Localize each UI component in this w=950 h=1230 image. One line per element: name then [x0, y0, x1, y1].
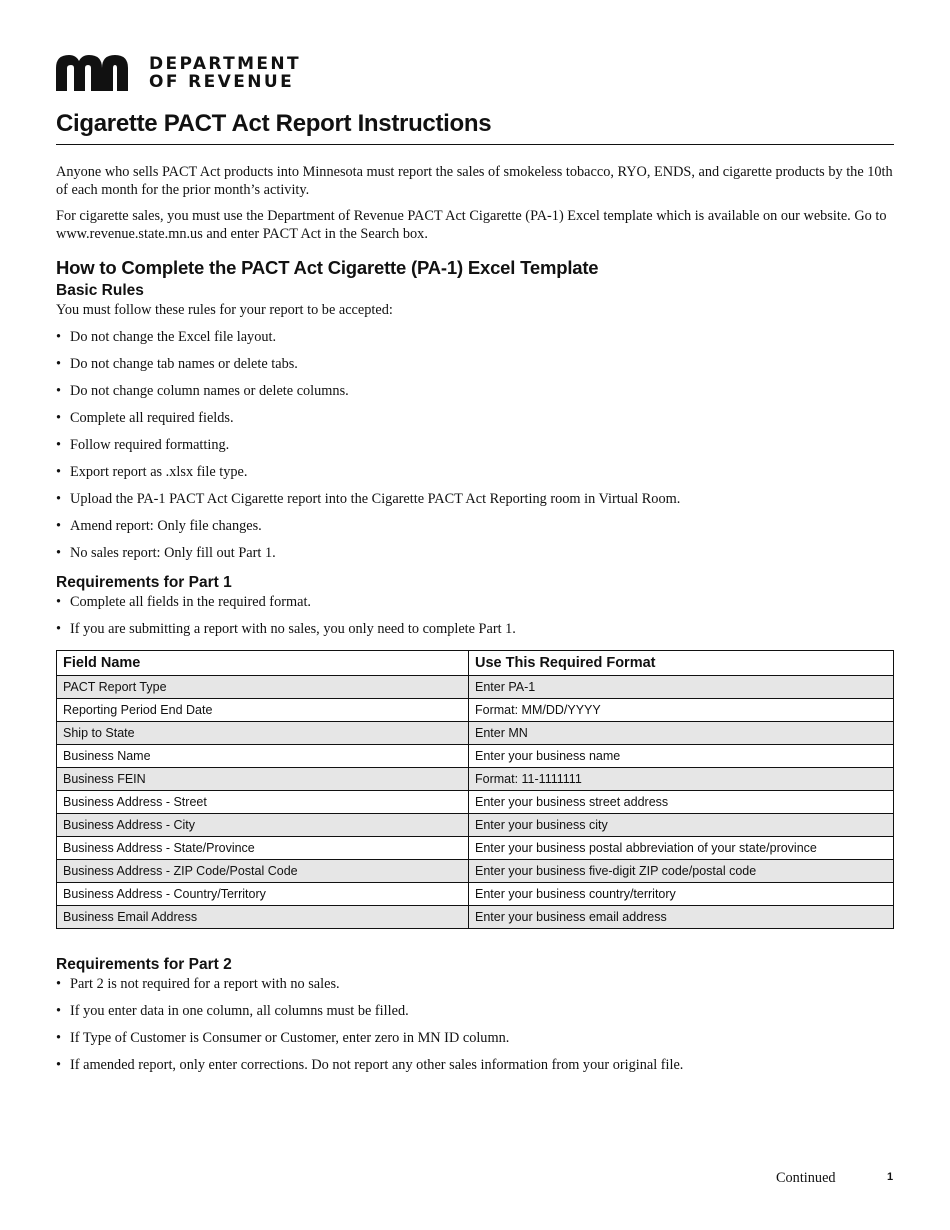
logo-line-1: DEPARTMENT: [149, 54, 302, 74]
part1-list: [56, 593, 894, 647]
field-name-cell: Business Address - Country/Territory: [57, 883, 469, 906]
format-cell: Enter your business email address: [469, 906, 894, 929]
table-row: [57, 768, 894, 791]
list-item: • Do not change the Excel file layout.: [56, 328, 894, 355]
format-cell: Enter PA-1: [469, 676, 894, 699]
table-row: [57, 722, 894, 745]
list-item: • If amended report, only enter corrections. Do not report any other sales information from your original file.: [56, 1056, 894, 1083]
intro-paragraph-2: For cigarette sales, you must use the Department of Revenue PACT Act Cigarette (PA-1) Excel template which is available on our website. Go to www.revenue.state.mn.us and enter PACT Act in the Search box.: [56, 208, 887, 242]
format-cell: Enter MN: [469, 722, 894, 745]
logo-wordmark: [149, 55, 301, 91]
table-row: [57, 906, 894, 929]
section-heading-howto: How to Complete the PACT Act Cigarette (PA-1) Excel Template: [56, 257, 599, 278]
intro-paragraph-1: Anyone who sells PACT Act products into Minnesota must report the sales of smokeless tobacco, RYO, ENDS, and cigarette products by the 10th of each month for the prior month’s activity.: [56, 164, 893, 198]
format-cell: Enter your business name: [469, 745, 894, 768]
format-cell: Enter your business city: [469, 814, 894, 837]
field-name-cell: PACT Report Type: [57, 676, 469, 699]
field-name-cell: Business Address - State/Province: [57, 837, 469, 860]
field-name-cell: Ship to State: [57, 722, 469, 745]
table-row: [57, 860, 894, 883]
table-row: [57, 883, 894, 906]
field-name-cell: Business Email Address: [57, 906, 469, 929]
list-item: • Export report as .xlsx file type.: [56, 463, 894, 490]
list-item: • If you are submitting a report with no sales, you only need to complete Part 1.: [56, 620, 894, 647]
format-cell: Enter your business country/territory: [469, 883, 894, 906]
logo-line-2: OF REVENUE: [149, 72, 295, 92]
list-item: • Upload the PA-1 PACT Act Cigarette report into the Cigarette PACT Act Reporting room in Virtual Room.: [56, 490, 894, 517]
format-cell: Format: 11-1111111: [469, 768, 894, 791]
format-cell: Enter your business five-digit ZIP code/postal code: [469, 860, 894, 883]
table-row: [57, 745, 894, 768]
basic-rules-heading: Basic Rules: [56, 282, 144, 299]
list-item: • If you enter data in one column, all columns must be filled.: [56, 1002, 894, 1029]
field-name-cell: Business Address - Street: [57, 791, 469, 814]
list-item: • Part 2 is not required for a report with no sales.: [56, 975, 894, 1002]
column-header-format: Use This Required Format: [469, 651, 894, 676]
list-item: • Follow required formatting.: [56, 436, 894, 463]
list-item: • Do not change tab names or delete tabs.: [56, 355, 894, 382]
field-name-cell: Business Name: [57, 745, 469, 768]
continued-label: Continued: [776, 1170, 836, 1186]
basic-rules-lead: You must follow these rules for your report to be accepted:: [56, 302, 393, 318]
part1-heading: Requirements for Part 1: [56, 574, 232, 591]
field-name-cell: Business FEIN: [57, 768, 469, 791]
part1-format-table: [56, 650, 894, 929]
mn-revenue-logo: [56, 54, 301, 92]
field-name-cell: Business Address - City: [57, 814, 469, 837]
list-item: • Do not change column names or delete columns.: [56, 382, 894, 409]
format-cell: Enter your business postal abbreviation of your state/province: [469, 837, 894, 860]
part2-heading: Requirements for Part 2: [56, 956, 232, 973]
list-item: • Complete all fields in the required format.: [56, 593, 894, 620]
table-row: [57, 837, 894, 860]
table-header-row: [57, 651, 894, 676]
format-cell: Enter your business street address: [469, 791, 894, 814]
basic-rules-list: [56, 328, 894, 571]
table-row: [57, 676, 894, 699]
field-name-cell: Reporting Period End Date: [57, 699, 469, 722]
list-item: • Amend report: Only file changes.: [56, 517, 894, 544]
table-row: [57, 814, 894, 837]
format-cell: Format: MM/DD/YYYY: [469, 699, 894, 722]
page-number: 1: [887, 1171, 894, 1183]
table-row: [57, 699, 894, 722]
field-name-cell: Business Address - ZIP Code/Postal Code: [57, 860, 469, 883]
column-header-field-name: Field Name: [57, 651, 469, 676]
list-item: • No sales report: Only fill out Part 1.: [56, 544, 894, 571]
table-row: [57, 791, 894, 814]
list-item: • If Type of Customer is Consumer or Customer, enter zero in MN ID column.: [56, 1029, 894, 1056]
list-item: • Complete all required fields.: [56, 409, 894, 436]
part2-list: [56, 975, 894, 1083]
page-title: Cigarette PACT Act Report Instructions: [56, 108, 894, 145]
mn-logo-icon: [56, 55, 136, 91]
